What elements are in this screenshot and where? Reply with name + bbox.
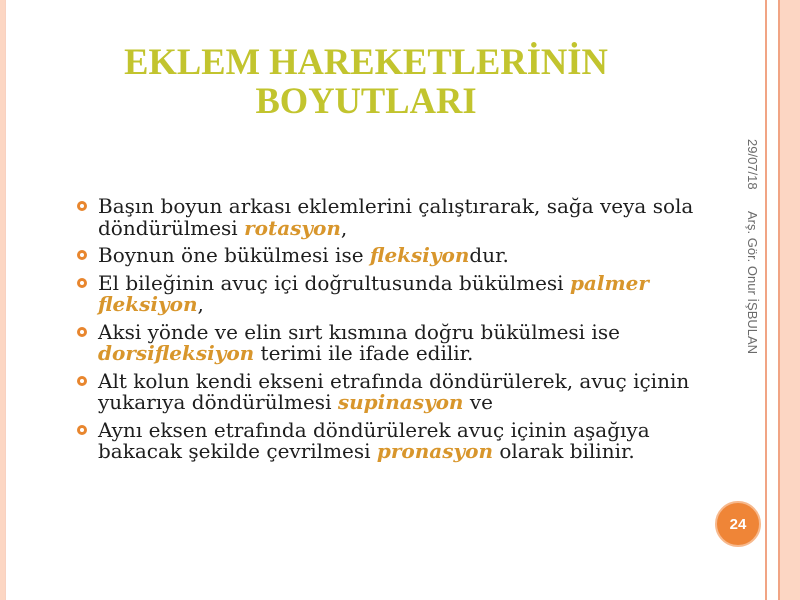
bullet-item-1 [98, 196, 693, 239]
term-pronasyon: pronasyon [376, 439, 494, 463]
footer-author: Arş. Gör. Onur İŞBULAN [745, 211, 760, 355]
bullet-text: Aksi yönde ve elin sırt kısmına doğru bükülmesi ise [98, 319, 620, 344]
bullet-text: , [197, 292, 204, 316]
title-line-2: BOYUTLARI [255, 80, 477, 121]
left-border-line [5, 0, 6, 600]
bullet-item-5 [98, 368, 693, 414]
term-dorsifleksiyon: dorsifleksiyon [98, 341, 255, 365]
slide-title [70, 42, 662, 120]
bullet-text: Başın boyun arkası eklemlerini çalıştırarak, sağa veya sola [98, 194, 694, 218]
bullet-item-6 [98, 417, 693, 463]
bullet-ring-icon [77, 376, 87, 386]
slide-number: 24 [729, 515, 747, 533]
bullet-ring-icon [77, 278, 87, 288]
term-supinasyon: supinasyon [337, 390, 464, 414]
bullet-text: El bileğinin avuç içi doğrultusunda bükülmesi [98, 270, 570, 295]
term-fleksiyon: fleksiyon [98, 292, 198, 316]
term-rotasyon: rotasyon [244, 215, 341, 240]
bullet-text: dur. [469, 243, 509, 267]
right-border-line-inner [778, 0, 780, 600]
title-line-1: EKLEM HAREKETLERİNİN [124, 41, 608, 82]
right-border-band [778, 0, 800, 600]
bullet-ring-icon [77, 201, 87, 211]
bullet-ring-icon [77, 327, 87, 337]
right-border-line-outer [765, 0, 767, 600]
term-fleksiyon: fleksiyon [369, 243, 470, 267]
bullet-item-3 [98, 270, 693, 316]
bullet-ring-icon [77, 250, 87, 260]
bullet-text: bakacak şekilde çevrilmesi [98, 439, 377, 463]
bullet-item-4 [98, 319, 693, 365]
bullet-text: Aynı eksen etrafında döndürülerek avuç içinin aşağıya [98, 417, 650, 442]
slide-number-badge [715, 501, 761, 547]
bullet-text: ve [463, 390, 493, 414]
term-palmer: palmer [569, 270, 649, 295]
bullet-item-2 [98, 245, 693, 267]
bullet-text: yukarıya döndürülmesi [98, 390, 338, 414]
bullet-text: olarak bilinir. [493, 439, 635, 463]
footer-date: 29/07/18 [745, 139, 760, 190]
bullet-text: terimi ile ifade edilir. [254, 341, 474, 365]
bullet-text: döndürülmesi [98, 215, 245, 240]
bullet-ring-icon [77, 425, 87, 435]
bullet-text: , [340, 215, 348, 240]
bullet-text: Alt kolun kendi ekseni etrafında döndürülerek, avuç içinin [98, 368, 690, 393]
bullet-list [98, 196, 693, 469]
bullet-text: Boynun öne bükülmesi ise [98, 243, 370, 267]
